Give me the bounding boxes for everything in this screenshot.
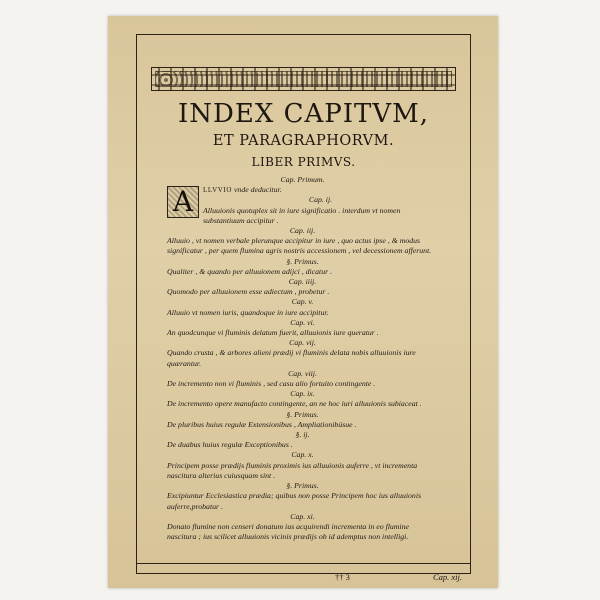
index-entry: Alluuio , vt nomen verbale plerunque accipitur in iure , quo actus ipse , & modus significatur , per quem flumina agris nostris accessionem , vel decessionem afferunt. (167, 236, 432, 256)
ornamental-headpiece (151, 67, 456, 91)
page-title: INDEX CAPITVM, (177, 99, 430, 129)
index-entry: De duabus huius regulæ Exceptionibus . (167, 440, 293, 450)
signature-mark: †† 3 (335, 572, 350, 582)
paragraph-heading: §. Primus. (286, 256, 319, 266)
page-footer (137, 572, 462, 586)
index-entry: Excipiuntur Ecclesiastica prædia; quibus non posse Principem hoc ius alluuionis auferre,probatur . (167, 491, 422, 511)
catchword: Cap. xij. (432, 572, 462, 582)
chapter-heading: Cap. viij. (288, 368, 317, 378)
chapter-heading: Cap. iiij. (288, 277, 317, 287)
chapter-heading: Cap. Primum. (280, 175, 325, 184)
index-entry: Qualiter , & quando per alluuionem adijci , dicatur . (167, 266, 333, 276)
index-entry: De incremento opere manufacto contingente, an ne hoc iuri alluuionis subiaceat . (167, 399, 422, 409)
page-subtitle: ET PARAGRAPHORVM. (212, 133, 395, 149)
chapter-heading: Cap. v. (291, 297, 314, 307)
chapter-heading: Cap. ix. (290, 389, 315, 399)
chapter-heading: Cap. x. (291, 450, 314, 460)
footer-rule (137, 563, 470, 564)
drop-cap (167, 186, 199, 218)
book-page (108, 16, 498, 588)
index-entry: De incremento non vi fluminis , sed casu alio fortuito contingente . (167, 379, 376, 389)
book-heading: LIBER PRIMVS. (251, 155, 356, 169)
index-entry: Donato flumine non censeri donatum ius acquirendi incrementa in eo flumine nascitura ; ius scilicet alluuionis vicinis prædijs ob id ademptus non intelligi. (167, 521, 409, 542)
paragraph-heading: §. Primus. (286, 481, 319, 491)
entry-text: vnde deducitur. (232, 185, 282, 195)
index-body (167, 175, 438, 542)
entry-smallcaps: LLVVIO (203, 186, 233, 195)
chapter-heading: Cap. vi. (290, 317, 315, 327)
index-entry: Quomodo per alluuionem esse adiectum , probetur . (167, 287, 330, 297)
index-entry: Principem posse prædijs fluminis proximis ius alluuionis auferre , vt incrementa nascitura alterius cuiusquam sint . (167, 460, 418, 480)
chapter-heading: Cap. xi. (290, 511, 315, 521)
index-entry: Quando crusta , & arbores alieni prædij vi fluminis delata nobis alluuionis iure quærantur. (167, 348, 416, 368)
chapter-heading: Cap. ij. (308, 195, 333, 205)
index-entry: An quodcunque vi fluminis delatum fuerit, alluuionis iure queratur . (167, 328, 379, 338)
page-border (136, 34, 471, 582)
drop-cap-letter: A (172, 185, 194, 219)
paragraph-heading: §. ij. (295, 430, 310, 440)
index-entry: Alluuionis quotuplex sit in iure significatio . interdum vt nomen substantiuum accipitur . (203, 205, 401, 225)
chapter-heading: Cap. iij. (289, 226, 316, 236)
paragraph-heading: §. Primus. (286, 409, 319, 419)
index-entry: De pluribus huius regulæ Extensionibus , Ampliationibúsue . (167, 419, 357, 429)
chapter-heading: Cap. vij. (289, 338, 316, 348)
index-entry: Alluuio vt nomen iuris, quandoque in iure accipitur. (167, 307, 329, 317)
